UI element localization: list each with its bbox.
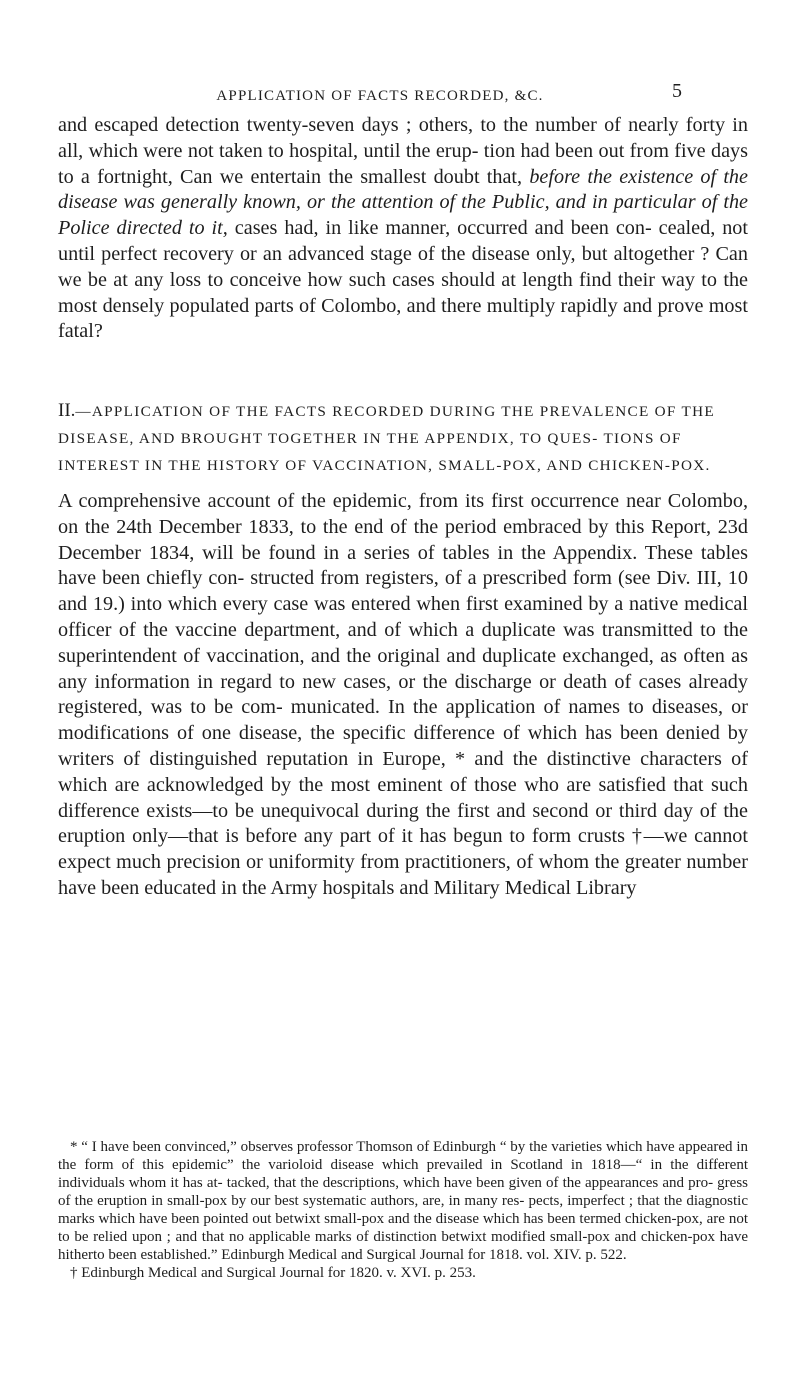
paragraph-1-text-b: cases had, in like manner, occurred and been con- cealed, not until perfect recovery or an advanced stage of the disease only, but altogether ? Can we be at any loss to conceive how such cases should at length find their way to the most densely populated parts of Colombo, and there multiply rapidly and prove most fatal? xyxy=(58,217,749,343)
footnotes xyxy=(58,1138,748,1282)
running-head: APPLICATION OF FACTS RECORDED, &C. xyxy=(216,88,544,104)
footnote-2: † Edinburgh Medical and Surgical Journal for 1820. v. XVI. p. 253. xyxy=(70,1265,476,1281)
section-number: II. xyxy=(58,400,76,421)
paragraph-main: A comprehensive account of the epidemic, from its first occurrence near Colombo, on the 24th December 1833, to the end of the period embraced by this Report, 23d December 1834, will be found in a series of tables in the Appendix. These tables have been chiefly con- structed from registers, of a prescribed form (see Div. III, 10 and 19.) into which every case was entered when first examined by a native medical officer of the vaccine department, and of which a duplicate was transmitted to the superintendent of vaccination, and the original and duplicate exchanged, as often as any information in regard to new cases, or the discharge or death of cases already registered, was to be com- municated. In the application of names to diseases, or modifications of one disease, the specific difference of which has been denied by writers of distinguished reputation in Europe, * and the distinctive characters of which are acknowledged by the most eminent of those who are satisfied that such difference exists—to be unequivocal during the first and second or third day of the eruption only—that is before any part of it has begun to form crusts †—we cannot expect much precision or uniformity from practitioners, of whom the greater number have been educated in the Army hospitals and Military Medical Library xyxy=(58,490,748,899)
paragraph-1-italic-text: before the existence of the disease was generally known, or the attention of the Public, and in particular of the Police directed to it, xyxy=(58,165,748,240)
page-number: 5 xyxy=(672,80,682,102)
section-heading xyxy=(58,397,748,479)
paragraph-continuation xyxy=(58,113,748,345)
footnote-1: * “ I have been convinced,” observes professor Thomson of Edinburgh “ by the varieties which have appeared in the form of this epidemic” the varioloid disease which prevailed in Scotland in 1818—“ in the different individuals whom it has at- tacked, that the descriptions, which have been given of the appearances and pro- gress of the eruption in small-pox by our best systematic authors, are, in many res- pects, imperfect ; that the diagnostic marks which have been pointed out betwixt small-pox and the disease which has been termed chicken-pox, are not to be relied upon ; and that no applicable marks of distinction betwixt modified small-pox and chicken-pox have hitherto been established.” Edinburgh Medical and Surgical Journal for 1818. vol. XIV. p. 522. xyxy=(58,1139,748,1263)
section-title: —APPLICATION OF THE FACTS RECORDED DURING THE PREVALENCE OF THE DISEASE, AND BROUGHT TOGETHER IN THE APPENDIX, TO QUES- TIONS OF INTEREST IN THE HISTORY OF VACCINATION, SMALL-POX, AND CHICKEN-POX. xyxy=(58,403,715,474)
paragraph-1-text-a: and escaped detection twenty-seven days ; others, to the number of nearly forty in all, which were not taken to hospital, until the erup- tion had been out from five days to a fortnight, Can we entertain the smallest doubt that, xyxy=(58,114,748,188)
